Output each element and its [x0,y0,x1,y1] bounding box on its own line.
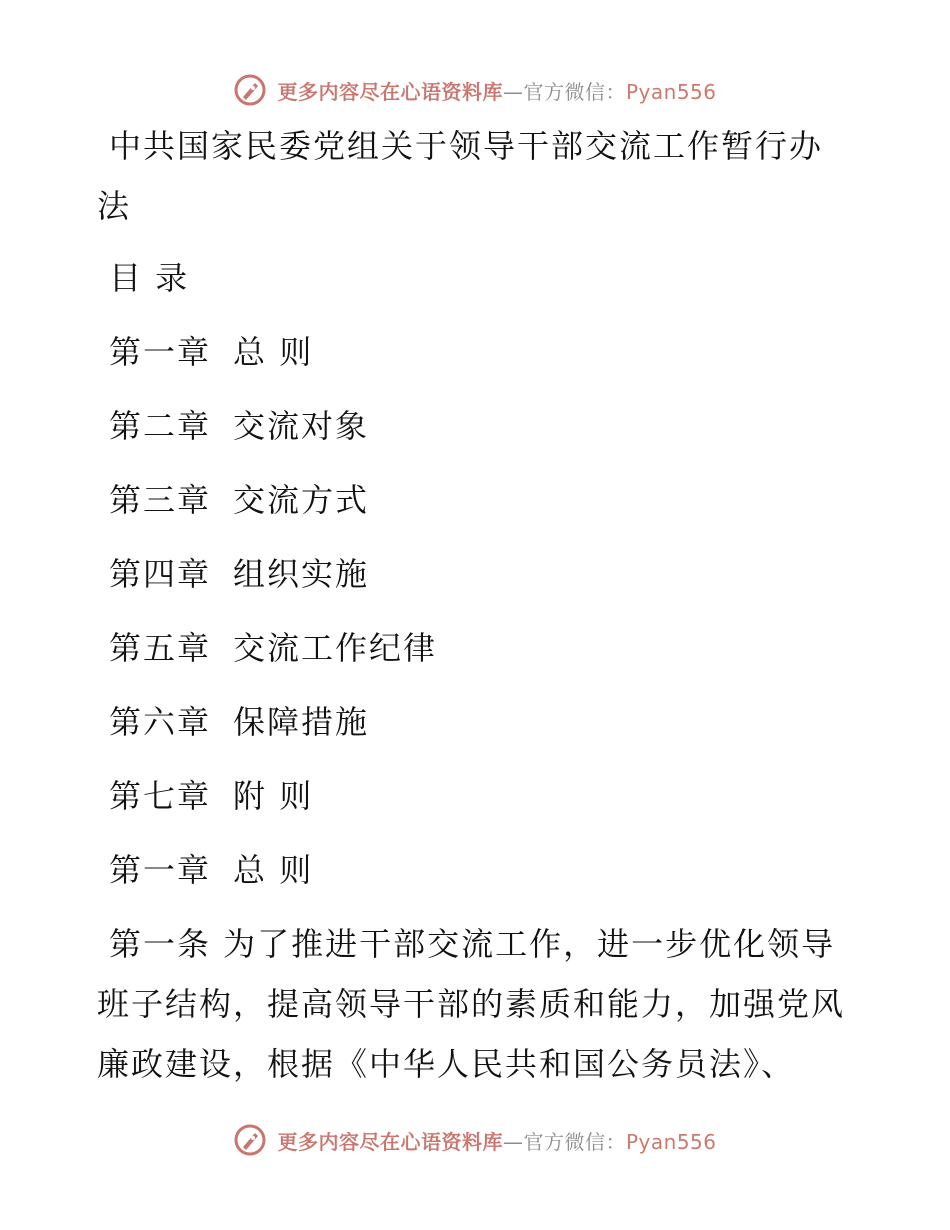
toc-item-number: 第一章 [109,333,212,371]
toc-item-number: 第五章 [109,629,212,667]
header-watermark [0,70,950,110]
toc-item-title: 组织实施 [233,555,370,593]
toc-item-number: 第三章 [109,481,212,519]
toc-item [97,472,869,528]
article-1-line-2: 班子结构，提高领导干部的素质和能力，加强党风 [97,985,846,1023]
toc-item [97,768,869,824]
pen-nib-logo-icon [233,73,267,107]
document-title-line-1: 中共国家民委党组关于领导干部交流工作暂行办 [109,127,824,165]
toc-item-title: 交流工作纪律 [233,629,438,667]
toc-item-number: 第六章 [109,703,212,741]
watermark-text: 更多内容尽在心语资料库—官方微信：Pyan556 [277,79,717,104]
footer-watermark [0,1120,950,1160]
toc-item-title: 交流对象 [233,407,370,445]
article-1-line-3: 廉政建设，根据《中华人民共和国公务员法》、 [97,1045,796,1083]
toc-item-title: 交流方式 [233,481,370,519]
toc-heading: 目 录 [109,259,190,297]
toc-item-title: 总 则 [233,333,314,371]
chapter-number: 第一章 [109,851,212,889]
toc-item-number: 第四章 [109,555,212,593]
chapter-heading [97,842,869,898]
toc-item-number: 第七章 [109,777,212,815]
toc-item [97,620,869,676]
toc-item [97,398,869,454]
chapter-title: 总 则 [233,851,314,889]
document-title-line-2: 法 [97,187,132,225]
toc-item [97,546,869,602]
pen-nib-logo-icon [233,1123,267,1157]
article-1-line-1: 第一条 为了推进干部交流工作，进一步优化领导 [109,925,836,963]
toc-item [97,694,869,750]
toc-item-title: 附 则 [233,777,314,815]
watermark-text: 更多内容尽在心语资料库—官方微信：Pyan556 [277,1129,717,1154]
toc-item [97,324,869,380]
toc-item-title: 保障措施 [233,703,370,741]
toc-item-number: 第二章 [109,407,212,445]
